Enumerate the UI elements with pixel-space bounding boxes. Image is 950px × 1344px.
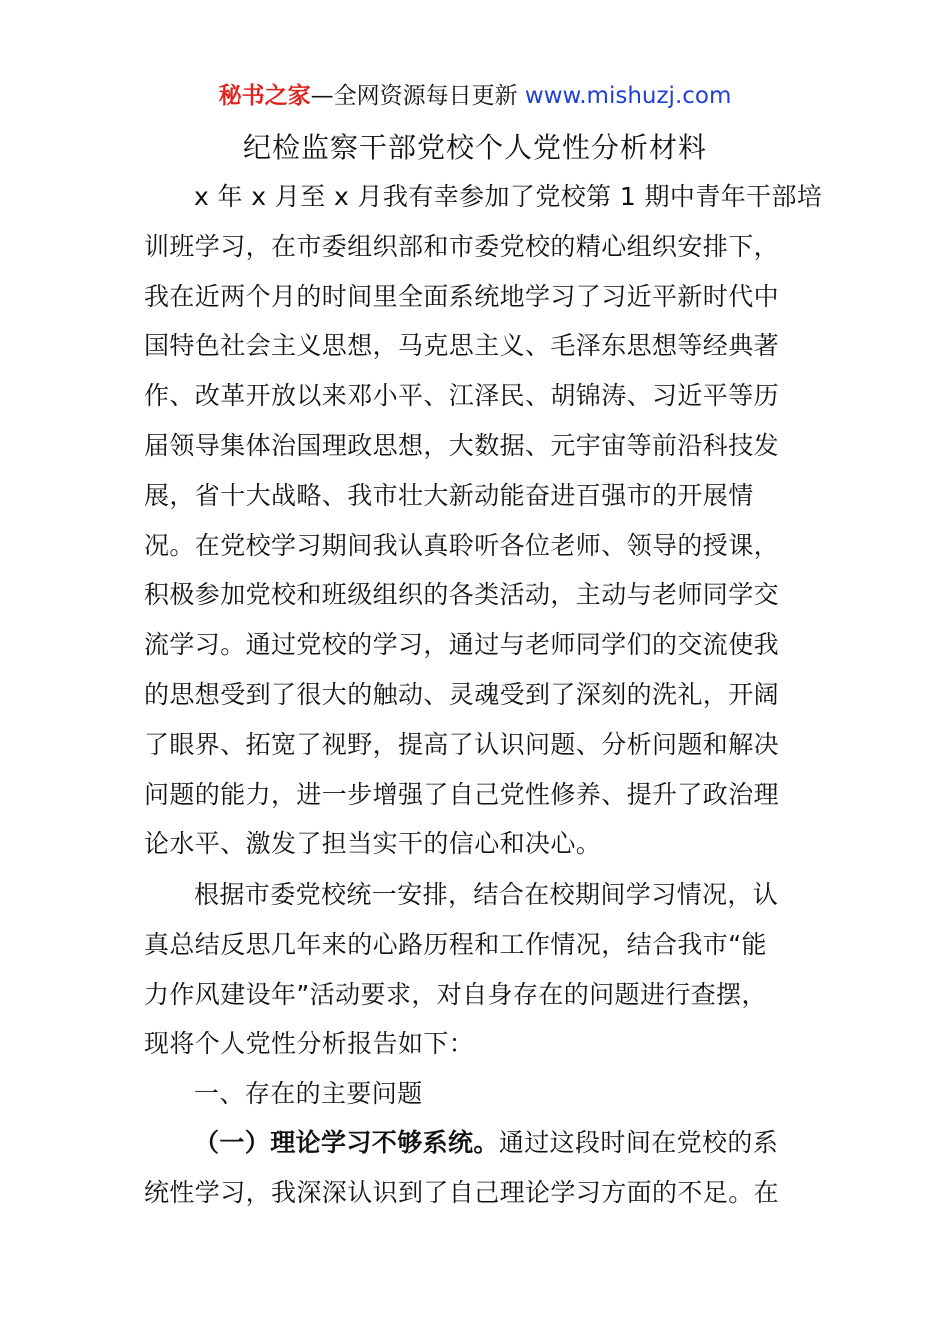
- header-tagline: —全网资源每日更新: [310, 83, 525, 109]
- paragraph-line: 现将个人党性分析报告如下：: [144, 1029, 475, 1059]
- paragraph-line: 了眼界、拓宽了视野，提高了认识问题、分析问题和解决: [144, 729, 780, 759]
- paragraph-text: 通过这段时间在党校的系: [498, 1128, 779, 1157]
- paragraph-line: 流学习。通过党校的学习，通过与老师同学们的交流使我: [144, 630, 780, 660]
- paragraph-line: 论水平、激发了担当实干的信心和决心。: [144, 829, 602, 859]
- paragraph-intro: [144, 172, 823, 869]
- paragraph-line: 统性学习，我深深认识到了自己理论学习方面的不足。在: [144, 1177, 780, 1207]
- paragraph-line: 我在近两个月的时间里全面系统地学习了习近平新时代中: [144, 281, 780, 311]
- paragraph-line: 根据市委党校统一安排，结合在校期间学习情况，认: [194, 880, 779, 909]
- brand-name: 秘书之家: [218, 83, 311, 109]
- paragraph-line: 积极参加党校和班级组织的各类活动，主动与老师同学交: [144, 580, 780, 610]
- site-header: [0, 80, 950, 112]
- paragraph-line: 问题的能力，进一步增强了自己党性修养、提升了政治理: [144, 779, 780, 809]
- paragraph-line: 的思想受到了很大的触动、灵魂受到了深刻的洗礼，开阔: [144, 679, 780, 709]
- subsection-heading: （一）理论学习不够系统。: [194, 1128, 499, 1157]
- paragraph-line: [144, 1118, 808, 1168]
- paragraph-line: 力作风建设年”活动要求，对自身存在的问题进行查摆，: [144, 979, 767, 1009]
- section-heading: [144, 1069, 808, 1119]
- section-heading-text: 一、存在的主要问题: [194, 1079, 423, 1108]
- document-title: 纪检监察干部党校个人党性分析材料: [242, 131, 707, 164]
- paragraph-line: x 年 x 月至 x 月我有幸参加了党校第 1 期中青年干部培: [194, 182, 823, 211]
- site-url[interactable]: www.mishuzj.com: [524, 83, 732, 109]
- paragraph-line: 真总结反思几年来的心路历程和工作情况，结合我市“能: [144, 929, 767, 959]
- paragraph-line: 展，省十大战略、我市壮大新动能奋进百强市的开展情: [144, 480, 754, 510]
- paragraph-line: 训班学习，在市委组织部和市委党校的精心组织安排下，: [144, 231, 780, 261]
- paragraph-arrangement: [144, 870, 808, 1069]
- paragraph-line: 国特色社会主义思想，马克思主义、毛泽东思想等经典著: [144, 331, 780, 361]
- paragraph-line: 届领导集体治国理政思想，大数据、元宇宙等前沿科技发: [144, 430, 780, 460]
- paragraph-line: 作、改革开放以来邓小平、江泽民、胡锦涛、习近平等历: [144, 381, 780, 411]
- paragraph-line: 况。在党校学习期间我认真聆听各位老师、领导的授课，: [144, 530, 780, 560]
- paragraph-theory-study: [144, 1118, 808, 1218]
